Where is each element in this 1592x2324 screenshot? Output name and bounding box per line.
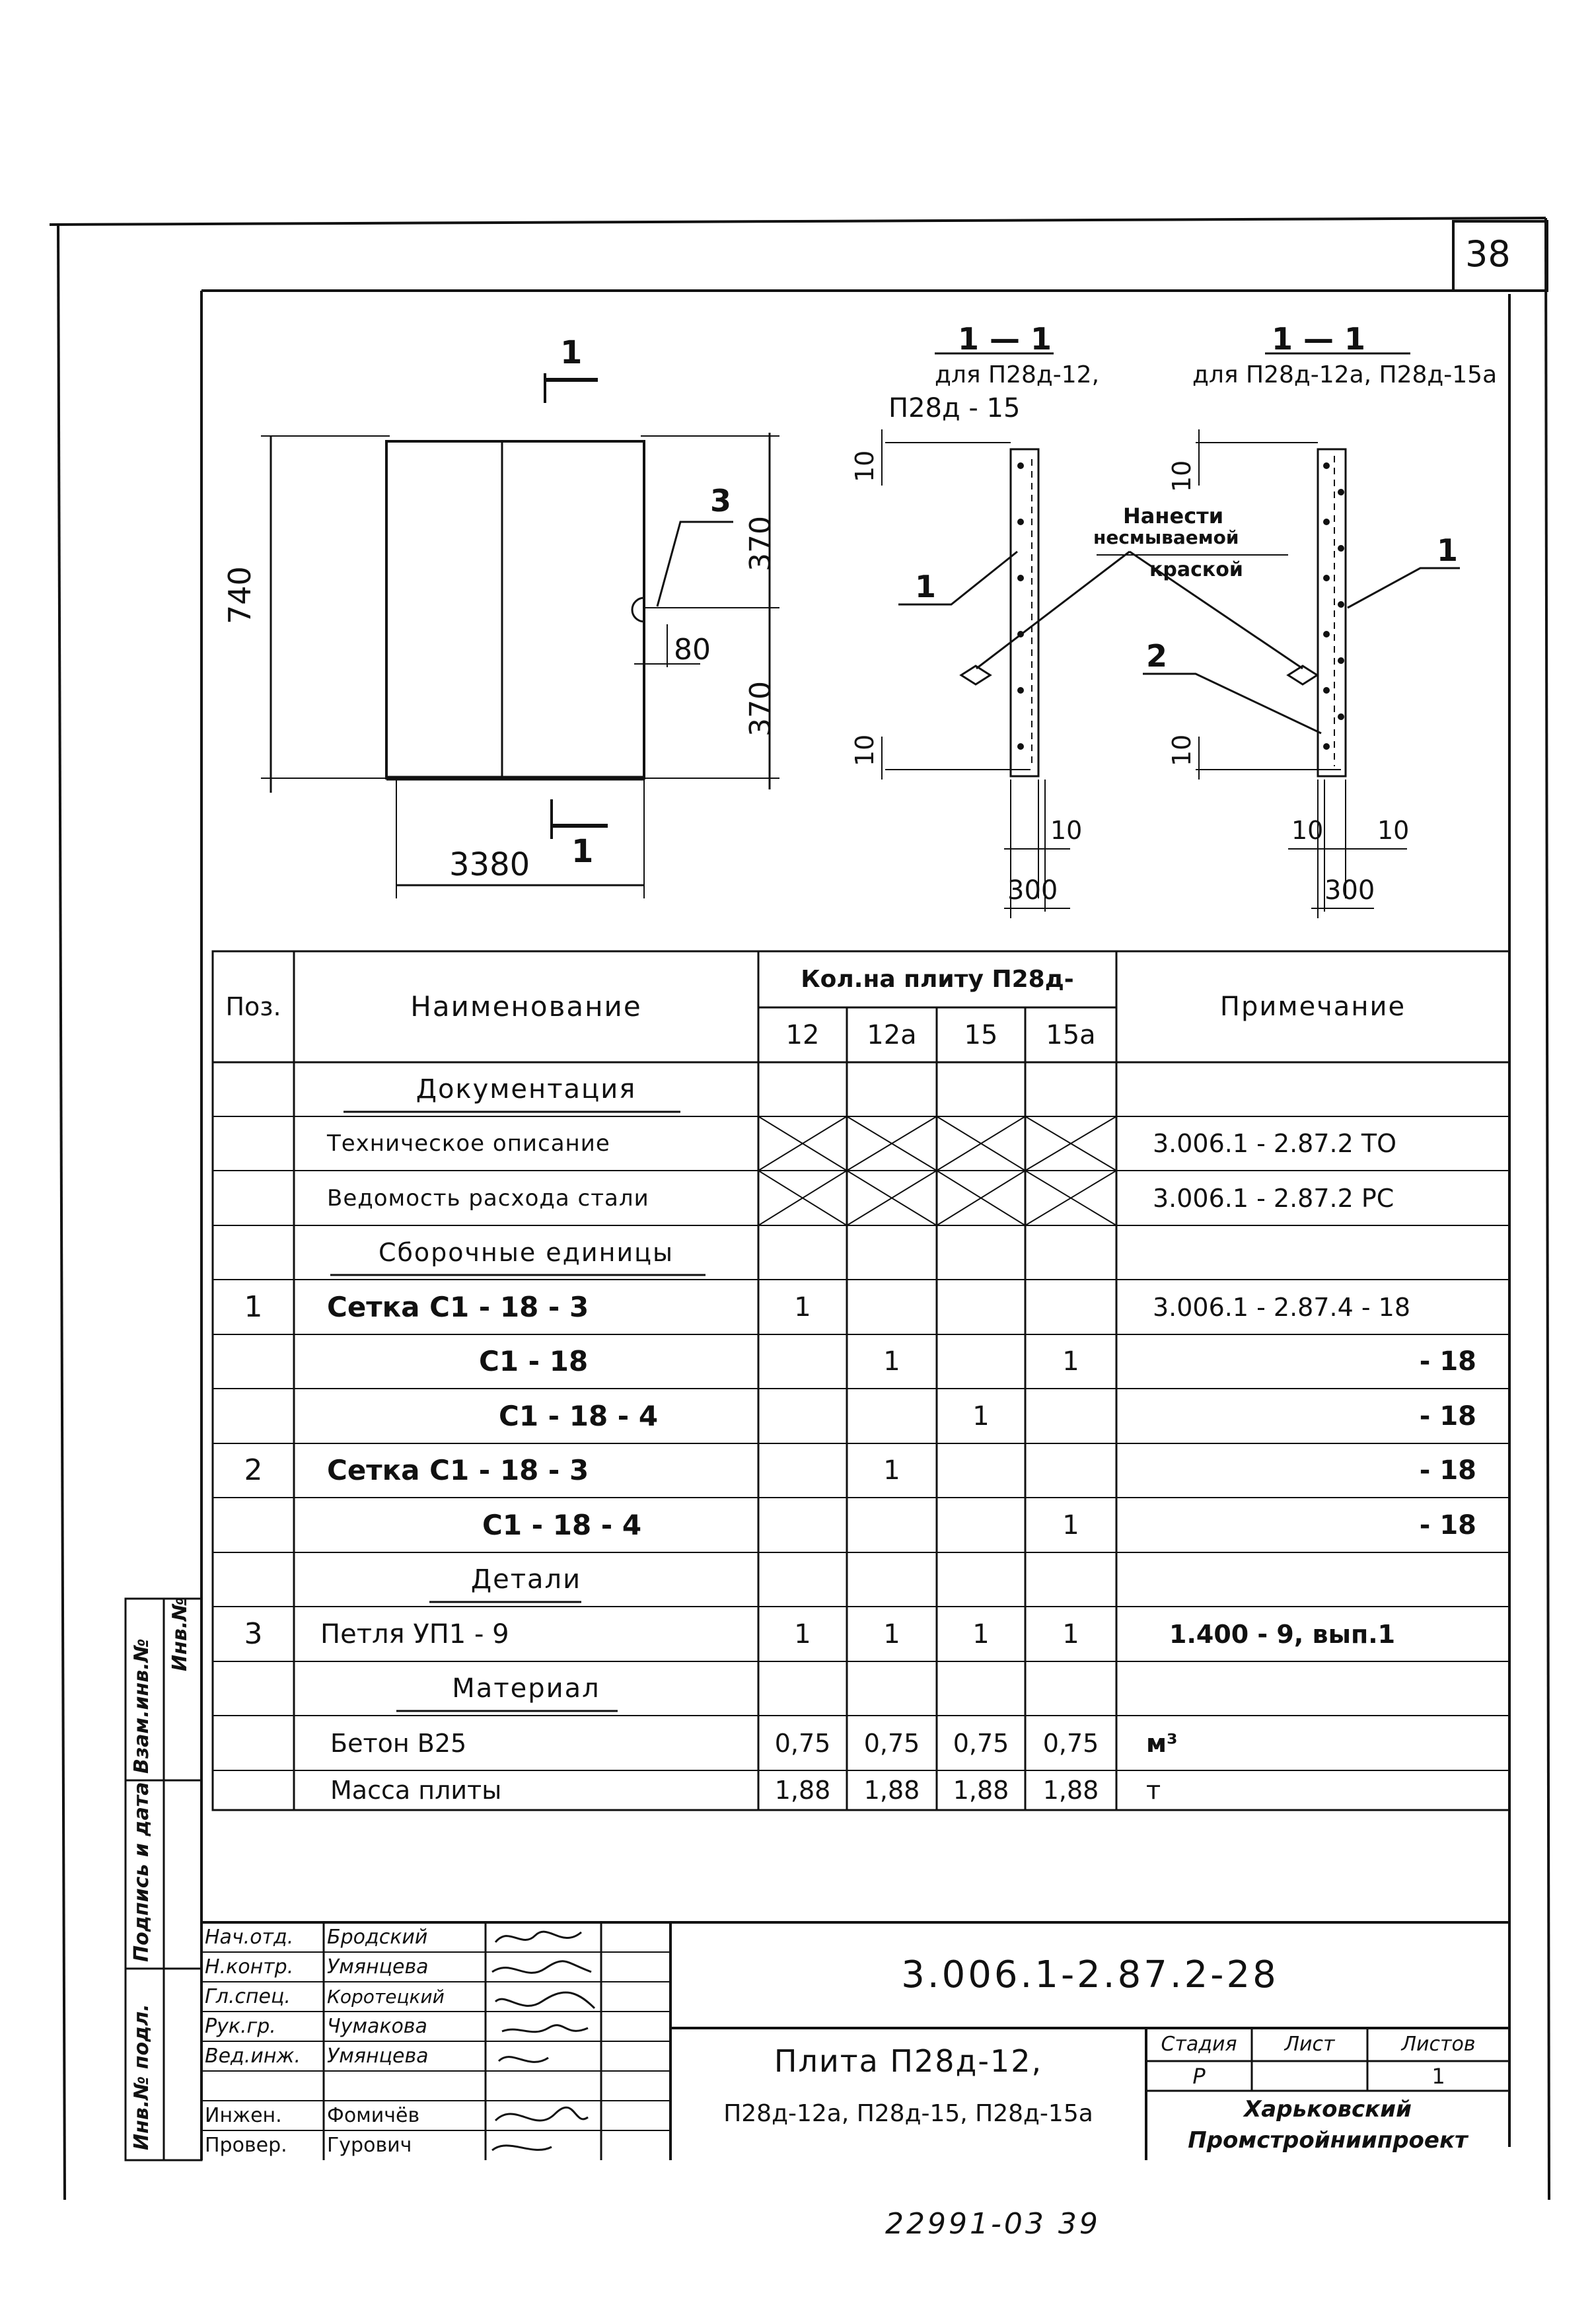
note-line-1: Нанести xyxy=(1123,503,1224,528)
organization-line-1: Харьковский xyxy=(1244,2095,1412,2123)
signer-name: Коротецкий xyxy=(327,1985,445,2008)
side-stamp-inv: Инв.№ xyxy=(168,1597,192,1671)
section-a-title: 1 — 1 xyxy=(958,321,1052,357)
row-name: Ведомость расхода стали xyxy=(327,1184,649,1212)
section-a-sub2: П28д - 15 xyxy=(888,393,1021,423)
row-name: Петля УП1 - 9 xyxy=(320,1618,509,1650)
row-name: Детали xyxy=(470,1564,582,1595)
signer-name: Чумакова xyxy=(327,2014,427,2038)
section-a-sub1: для П28д-12, xyxy=(935,361,1100,388)
row-name: С1 - 18 xyxy=(479,1345,589,1377)
sheets-label: Листов xyxy=(1401,2033,1476,2056)
row-q12a: 1 xyxy=(883,1346,900,1377)
stage-label: Стадия xyxy=(1161,2033,1237,2056)
row-pos: 3 xyxy=(244,1616,263,1651)
dim-width-3380: 3380 xyxy=(449,846,530,883)
row-q12: 0,75 xyxy=(774,1728,831,1758)
row-note: - 18 xyxy=(1419,1509,1476,1541)
signer-name: Умянцева xyxy=(327,1955,429,1979)
row-name: Сетка С1 - 18 - 3 xyxy=(327,1290,589,1323)
row-name: С1 - 18 - 4 xyxy=(499,1399,659,1432)
signer-name: Гурович xyxy=(327,2133,412,2157)
dim-10-a2: 10 xyxy=(850,734,879,766)
row-name: Материал xyxy=(452,1673,600,1704)
dim-10-b4: 10 xyxy=(1377,816,1410,845)
row-q15a: 0,75 xyxy=(1042,1728,1099,1758)
role-label: Провер. xyxy=(205,2133,287,2157)
row-pos: 1 xyxy=(244,1289,263,1324)
row-q12a: 0,75 xyxy=(863,1728,920,1758)
sheet-label: Лист xyxy=(1284,2033,1335,2056)
col-header-note: Примечание xyxy=(1219,992,1406,1022)
title-line-1: Плита П28д-12, xyxy=(774,2043,1043,2079)
col-header-qty: Кол.на плиту П28д- xyxy=(801,965,1074,993)
callout-1a: 1 xyxy=(915,569,937,604)
row-name: Масса плиты xyxy=(330,1776,502,1805)
row-note: - 18 xyxy=(1419,1346,1476,1377)
row-q15: 0,75 xyxy=(953,1728,1009,1758)
role-label: Инжен. xyxy=(205,2103,282,2127)
signer-name: Умянцева xyxy=(327,2044,429,2068)
role-label: Н.контр. xyxy=(205,1955,294,1979)
dim-height-740: 740 xyxy=(222,566,258,624)
dim-10-a1: 10 xyxy=(850,450,879,482)
dim-lower-370: 370 xyxy=(744,681,778,737)
qty-col-15a: 15а xyxy=(1046,1019,1096,1050)
stage-value: Р xyxy=(1192,2063,1206,2089)
organization-line-2: Промстройниипроект xyxy=(1188,2127,1468,2154)
note-line-3: краской xyxy=(1149,558,1243,581)
callout-2: 2 xyxy=(1146,638,1168,674)
signer-name: Фомичёв xyxy=(327,2103,420,2127)
row-note: - 18 xyxy=(1419,1400,1476,1432)
row-q12: 1,88 xyxy=(774,1776,831,1805)
row-note: т xyxy=(1146,1776,1161,1805)
row-note: 3.006.1 - 2.87.4 - 18 xyxy=(1153,1292,1411,1322)
row-name: Бетон В25 xyxy=(330,1728,467,1758)
row-q15: 1 xyxy=(972,1618,990,1650)
sheets-value: 1 xyxy=(1431,2063,1445,2089)
col-header-name: Наименование xyxy=(410,990,642,1023)
row-q15a: 1 xyxy=(1062,1509,1079,1541)
signer-name: Бродский xyxy=(327,1925,428,1949)
role-label: Нач.отд. xyxy=(205,1925,294,1949)
side-stamp-inv-podl: Инв.№ подл. xyxy=(130,2004,153,2150)
row-note: 1.400 - 9, вып.1 xyxy=(1169,1619,1396,1649)
role-label: Вед.инж. xyxy=(205,2044,301,2068)
title-line-2: П28д-12а, П28д-15, П28д-15а xyxy=(723,2100,1093,2127)
row-name: Сетка С1 - 18 - 3 xyxy=(327,1454,589,1486)
dim-300-a: 300 xyxy=(1007,875,1058,906)
qty-col-12: 12 xyxy=(785,1019,820,1050)
row-q15: 1,88 xyxy=(953,1776,1009,1805)
role-label: Рук.гр. xyxy=(205,2014,276,2038)
side-stamp-signature-date: Подпись и дата xyxy=(130,1782,153,1962)
side-stamp-replaces: Взам.инв.№ xyxy=(130,1638,153,1774)
row-q12a: 1 xyxy=(883,1455,900,1486)
dim-upper-370: 370 xyxy=(744,516,778,571)
dim-10-a3: 10 xyxy=(1050,816,1083,845)
dim-10-b1: 10 xyxy=(1167,460,1196,492)
row-name: С1 - 18 - 4 xyxy=(482,1508,642,1541)
role-label: Гл.спец. xyxy=(205,1984,291,2008)
row-q15a: 1,88 xyxy=(1042,1776,1099,1805)
row-q15: 1 xyxy=(972,1400,990,1432)
row-note: 3.006.1 - 2.87.2 ТО xyxy=(1153,1129,1396,1158)
row-q12: 1 xyxy=(794,1291,811,1323)
row-name: Техническое описание xyxy=(327,1130,610,1157)
row-q12a: 1,88 xyxy=(863,1776,920,1805)
row-name: Документация xyxy=(416,1074,637,1105)
row-q15a: 1 xyxy=(1062,1346,1079,1377)
row-q12: 1 xyxy=(794,1618,811,1650)
note-line-2: несмываемой xyxy=(1093,527,1239,548)
section-b-sub: для П28д-12а, П28д-15а xyxy=(1192,361,1498,388)
qty-col-12a: 12а xyxy=(867,1019,917,1050)
row-q12a: 1 xyxy=(883,1618,900,1650)
section-mark-bottom: 1 xyxy=(571,833,594,870)
row-note: м³ xyxy=(1146,1728,1178,1758)
col-header-pos: Поз. xyxy=(225,992,281,1021)
dim-300-b: 300 xyxy=(1324,875,1375,906)
row-q15a: 1 xyxy=(1062,1618,1079,1650)
row-name: Сборочные единицы xyxy=(378,1238,674,1267)
section-mark-top: 1 xyxy=(560,334,583,371)
callout-3: 3 xyxy=(710,483,732,519)
qty-col-15: 15 xyxy=(964,1019,998,1050)
callout-1b: 1 xyxy=(1437,532,1459,568)
sheet-number: 38 xyxy=(1465,233,1511,275)
dim-10-b3: 10 xyxy=(1291,816,1324,845)
document-code: 3.006.1-2.87.2-28 xyxy=(901,1953,1279,1996)
row-note: 3.006.1 - 2.87.2 РС xyxy=(1153,1183,1394,1213)
dim-10-b2: 10 xyxy=(1167,734,1196,766)
footer-number: 22991-03 39 xyxy=(885,2207,1101,2241)
row-pos: 2 xyxy=(244,1453,263,1487)
row-note: - 18 xyxy=(1419,1455,1476,1486)
dim-loop-80: 80 xyxy=(674,633,711,667)
section-b-title: 1 — 1 xyxy=(1272,321,1366,357)
